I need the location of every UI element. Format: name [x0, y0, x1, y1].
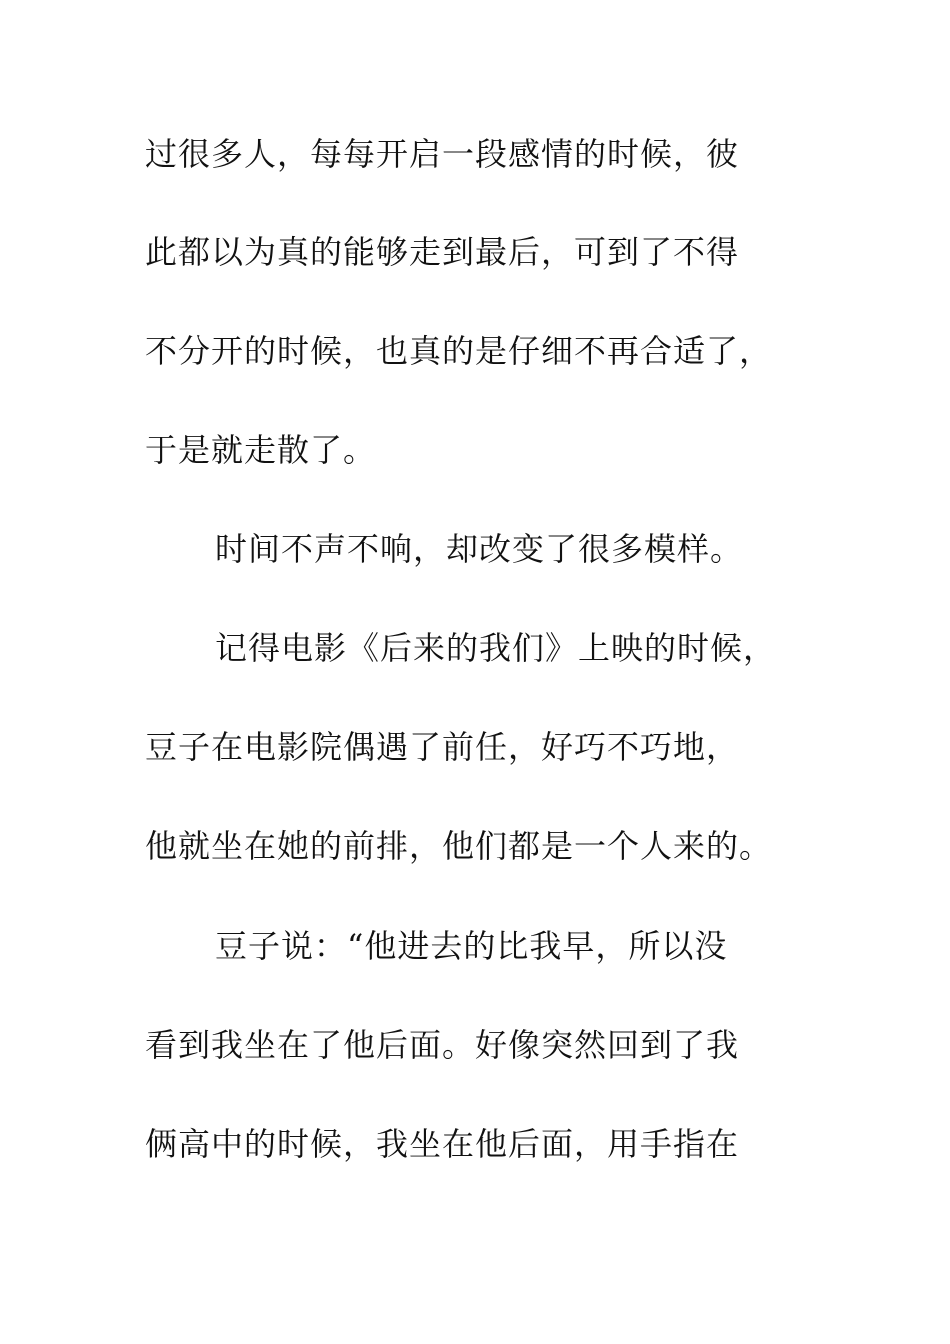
text-line: 豆子在电影院偶遇了前任，好巧不巧地， [145, 728, 740, 766]
text-line: 俩高中的时候，我坐在他后面，用手指在 [145, 1125, 740, 1163]
text-line: 看到我坐在了他后面。好像突然回到了我 [145, 1026, 740, 1064]
text-line: 不分开的时候，也真的是仔细不再合适了， [145, 332, 773, 370]
paragraph-start-line: 记得电影《后来的我们》上映的时候， [215, 629, 777, 667]
paragraph-start-line: 时间不声不响，却改变了很多模样。 [215, 530, 744, 568]
text-line: 过很多人，每每开启一段感情的时候，彼 [145, 135, 740, 173]
text-line: 于是就走散了。 [145, 431, 377, 469]
text-line: 他就坐在她的前排，他们都是一个人来的。 [145, 827, 773, 865]
text-line: 此都以为真的能够走到最后，可到了不得 [145, 233, 740, 271]
paragraph-start-line: 豆子说：“他进去的比我早，所以没 [215, 927, 728, 965]
